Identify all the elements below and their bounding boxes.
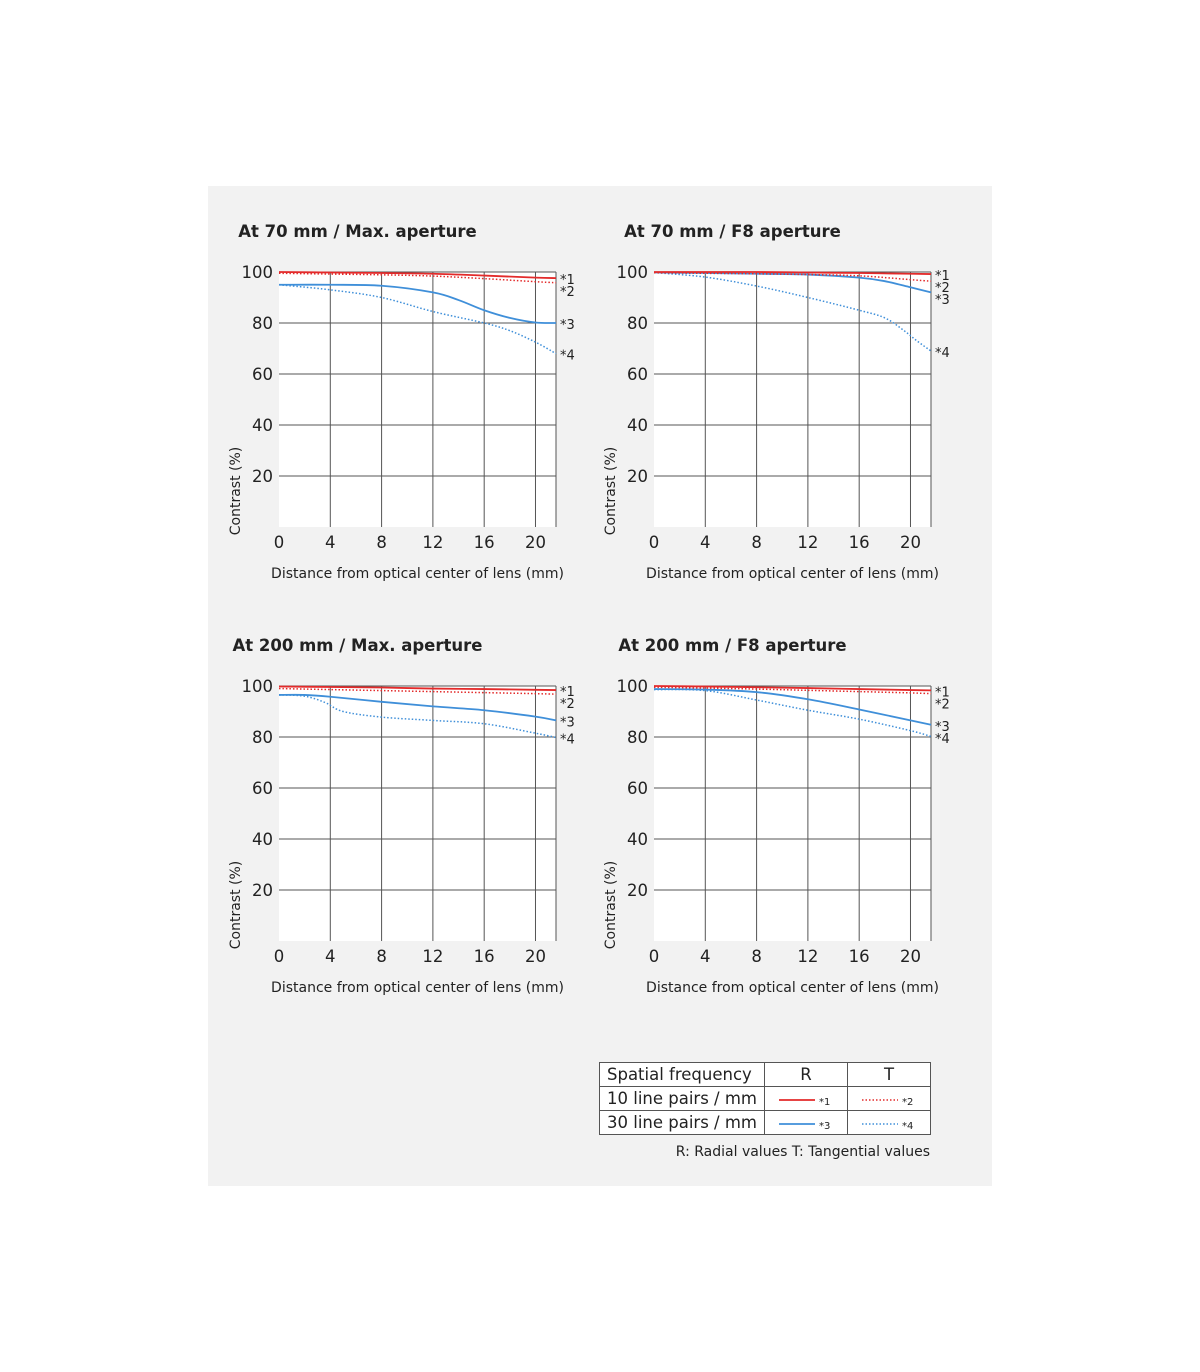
plot-area <box>279 686 556 941</box>
y-tick-label: 20 <box>252 881 273 900</box>
series-end-label: *3 <box>560 318 575 333</box>
series-end-label: *2 <box>560 285 575 301</box>
legend-header-r: R <box>765 1063 848 1087</box>
y-tick-label: 40 <box>252 830 273 849</box>
y-axis-label: Contrast (%) <box>603 860 619 950</box>
series-end-label: *1 <box>935 685 950 701</box>
x-axis-label: Distance from optical center of lens (mm) <box>271 980 564 996</box>
legend-swatch-2 <box>848 1087 931 1111</box>
series-end-label: *4 <box>935 731 950 747</box>
legend-row-10lp <box>600 1087 931 1111</box>
x-tick-label: 12 <box>797 947 819 966</box>
x-tick-label: 4 <box>325 533 336 552</box>
y-tick-label: 100 <box>241 677 273 696</box>
x-tick-label: 4 <box>700 947 711 966</box>
y-tick-label: 80 <box>627 314 648 333</box>
chart-70mm-f8 <box>593 210 963 590</box>
x-tick-label: 8 <box>376 533 387 552</box>
legend-swatch-3 <box>765 1111 848 1135</box>
x-tick-label: 20 <box>524 947 546 966</box>
chart-title: At 200 mm / Max. aperture <box>232 636 483 655</box>
x-tick-label: 4 <box>700 533 711 552</box>
y-tick-label: 100 <box>616 677 648 696</box>
x-tick-label: 0 <box>648 947 660 966</box>
legend-row-label: 30 line pairs / mm <box>600 1111 765 1135</box>
legend-note: R: Radial values T: Tangential values <box>675 1144 930 1160</box>
y-tick-label: 60 <box>252 365 273 384</box>
x-tick-label: 16 <box>473 947 495 966</box>
series-end-label: *2 <box>935 281 950 297</box>
chart-title: At 70 mm / Max. aperture <box>238 222 477 241</box>
series-end-label: *2 <box>935 697 950 713</box>
x-tick-label: 12 <box>422 533 444 552</box>
legend-swatch-4-text: *4 <box>902 1121 914 1132</box>
series-end-label: *4 <box>560 732 575 748</box>
legend-swatch-1-text: *1 <box>819 1097 831 1108</box>
x-axis-label: Distance from optical center of lens (mm) <box>271 566 564 582</box>
x-tick-label: 16 <box>473 533 495 552</box>
y-tick-label: 40 <box>627 830 648 849</box>
plot-area <box>279 272 556 527</box>
series-end-label: *3 <box>560 715 575 731</box>
x-tick-label: 20 <box>899 533 921 552</box>
x-tick-label: 0 <box>273 533 285 552</box>
legend-header-row <box>600 1063 931 1087</box>
x-tick-label: 16 <box>848 947 870 966</box>
x-tick-label: 12 <box>422 947 444 966</box>
legend-header-t: T <box>848 1063 931 1087</box>
x-axis-label: Distance from optical center of lens (mm) <box>646 980 939 996</box>
y-axis-label: Contrast (%) <box>603 446 619 536</box>
y-tick-label: 40 <box>252 416 273 435</box>
series-end-label: *3 <box>935 293 950 309</box>
series-end-label: *1 <box>560 273 575 289</box>
x-tick-label: 20 <box>524 533 546 552</box>
x-tick-label: 0 <box>273 947 285 966</box>
legend-header-label: Spatial frequency <box>600 1063 765 1087</box>
y-tick-label: 60 <box>627 365 648 384</box>
x-tick-label: 16 <box>848 533 870 552</box>
series-end-label: *1 <box>935 269 950 285</box>
legend-row-label: 10 line pairs / mm <box>600 1087 765 1111</box>
legend-swatch-4 <box>848 1111 931 1135</box>
series-end-label: *4 <box>560 348 575 364</box>
x-tick-label: 20 <box>899 947 921 966</box>
legend-row-30lp <box>600 1111 931 1135</box>
chart-70mm-max <box>218 210 588 590</box>
chart-200mm-max <box>218 624 588 1004</box>
y-tick-label: 40 <box>627 416 648 435</box>
y-tick-label: 20 <box>627 881 648 900</box>
y-tick-label: 20 <box>252 467 273 486</box>
y-tick-label: 100 <box>241 263 273 282</box>
series-end-label: *1 <box>560 685 575 701</box>
x-tick-label: 4 <box>325 947 336 966</box>
series-end-label: *4 <box>935 346 950 362</box>
chart-title: At 200 mm / F8 aperture <box>618 636 847 655</box>
y-tick-label: 60 <box>252 779 273 798</box>
y-axis-label: Contrast (%) <box>228 860 244 950</box>
chart-200mm-f8 <box>593 624 963 1004</box>
y-axis-label: Contrast (%) <box>228 446 244 536</box>
y-tick-label: 80 <box>252 314 273 333</box>
x-tick-label: 8 <box>751 533 762 552</box>
x-tick-label: 12 <box>797 533 819 552</box>
x-tick-label: 0 <box>648 533 660 552</box>
legend-swatch-3-text: *3 <box>819 1121 831 1132</box>
y-tick-label: 80 <box>252 728 273 747</box>
chart-title: At 70 mm / F8 aperture <box>624 222 841 241</box>
y-tick-label: 100 <box>616 263 648 282</box>
x-axis-label: Distance from optical center of lens (mm) <box>646 566 939 582</box>
y-tick-label: 80 <box>627 728 648 747</box>
series-end-label: *2 <box>560 697 575 713</box>
legend-swatch-2-text: *2 <box>902 1097 914 1108</box>
x-tick-label: 8 <box>751 947 762 966</box>
x-tick-label: 8 <box>376 947 387 966</box>
y-tick-label: 60 <box>627 779 648 798</box>
plot-area <box>654 686 931 941</box>
legend-table <box>599 1062 931 1135</box>
series-end-label: *3 <box>935 719 950 735</box>
plot-area <box>654 272 931 527</box>
y-tick-label: 20 <box>627 467 648 486</box>
legend-swatch-1 <box>765 1087 848 1111</box>
